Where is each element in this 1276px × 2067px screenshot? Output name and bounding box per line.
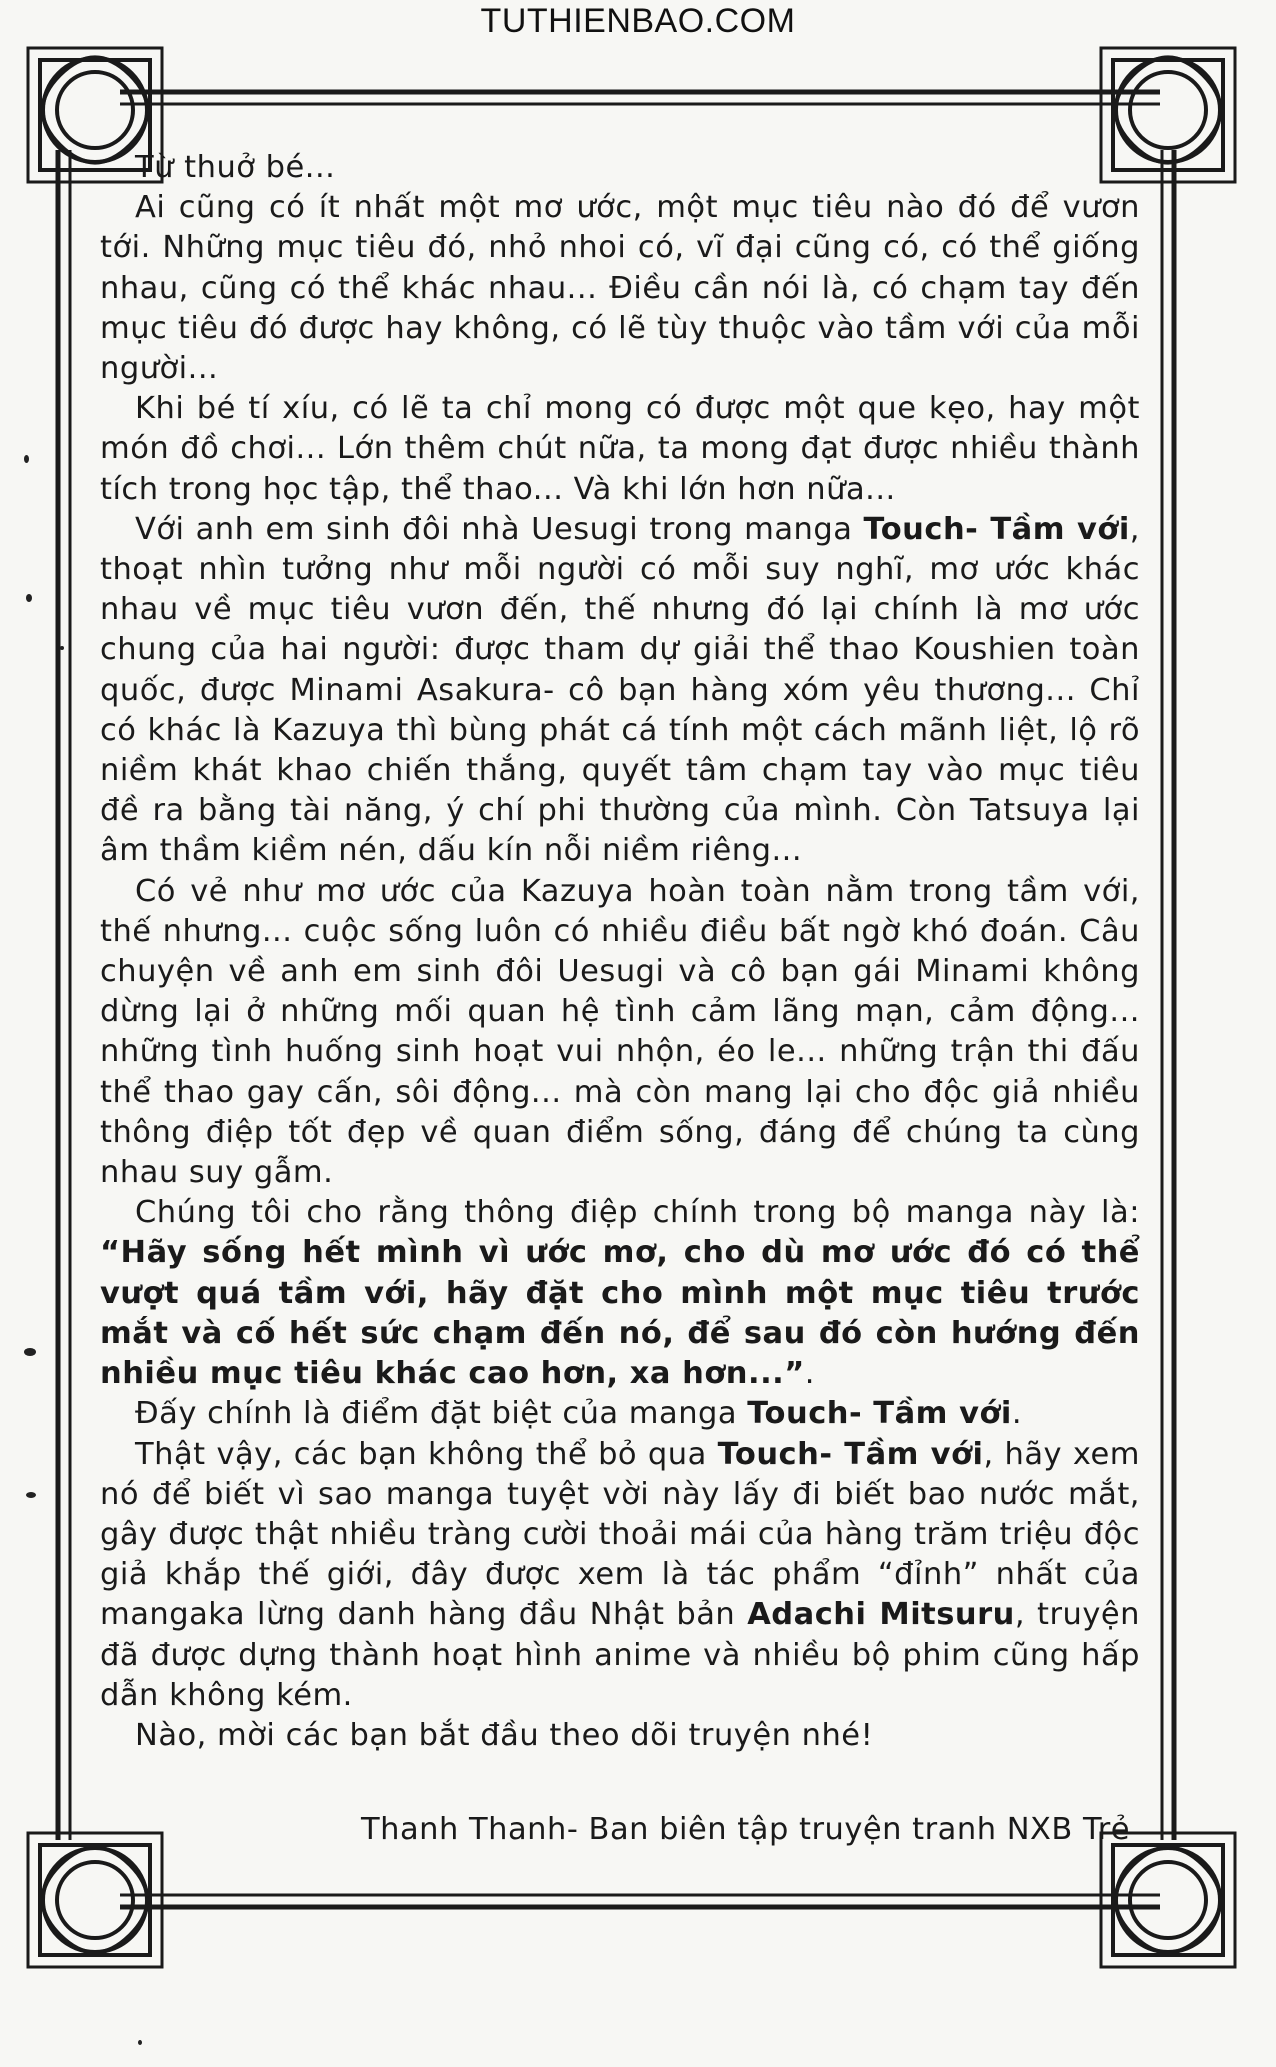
- paragraph-3: [100, 510, 1140, 872]
- corner-knot-bottom-right-icon: [1101, 1833, 1235, 1967]
- paragraph-3-text-a: Với anh em sinh đôi nhà Uesugi trong manga: [135, 511, 864, 547]
- paragraph-6-text-b: .: [1011, 1396, 1023, 1432]
- paragraph-6: [100, 1394, 1140, 1434]
- paragraph-7-text-c: , truyện đã được dựng thành hoạt hình anime và nhiều bộ phim cũng hấp dẫn không kém.: [100, 1597, 1140, 1713]
- manga-title: Touch- Tầm với: [863, 511, 1130, 547]
- scan-speck: [26, 1492, 36, 1498]
- paragraph-3-text-b: , thoạt nhìn tưởng như mỗi người có mỗi suy nghĩ, mơ ước khác nhau về mục tiêu vươn đến, thế nhưng đó lại chính là mơ ước chung của hai người: được tham dự giải thể thao Koushien toàn quốc, được Minami Asakura- cô bạn hàng xóm yêu thương... Chỉ có khác là Kazuya thì bùng phát cá tính một cách mãnh liệt, lộ rõ niềm khát khao chiến thắng, quyết tâm chạm tay vào mục tiêu đề ra bằng tài năng, ý chí phi thường của mình. Còn Tatsuya lại âm thầm kiềm nén, dấu kín nỗi niềm riêng...: [100, 511, 1140, 869]
- paragraph-8: Nào, mời các bạn bắt đầu theo dõi truyện nhé!: [135, 1717, 874, 1753]
- site-title: TUTHIENBAO.COM: [480, 2, 796, 40]
- author-name: Adachi Mitsuru: [747, 1597, 1015, 1633]
- paragraph-7-text-a: Thật vậy, các bạn không thể bỏ qua: [135, 1436, 718, 1472]
- paragraph-4: Có vẻ như mơ ước của Kazuya hoàn toàn nằm trong tầm với, thế nhưng... cuộc sống luôn có nhiều điều bất ngờ khó đoán. Câu chuyện về anh em sinh đôi Uesugi và cô bạn gái Minami không dừng lại ở những mối quan hệ tình cảm lãng mạn, cảm động... những tình huống sinh hoạt vui nhộn, éo le... những trận thi đấu thể thao gay cấn, sôi động... mà còn mang lại cho độc giả nhiều thông điệp tốt đẹp về quan điểm sống, đáng để chúng ta cùng nhau suy gẫm.: [100, 873, 1140, 1191]
- manga-title: Touch- Tầm với: [747, 1396, 1012, 1432]
- scan-speck: [60, 646, 64, 650]
- scan-speck: [26, 594, 32, 602]
- paragraph-7: [100, 1435, 1140, 1716]
- key-message-quote: “Hãy sống hết mình vì ước mơ, cho dù mơ ước đó có thể vượt quá tầm với, hãy đặt cho mình một mục tiêu trước mắt và cố hết sức chạm đến nó, để sau đó còn hướng đến nhiều mục tiêu khác cao hơn, xa hơn...”: [100, 1235, 1140, 1392]
- article-opening: Từ thuở bé...: [135, 150, 336, 185]
- paragraph-1: Ai cũng có ít nhất một mơ ước, một mục tiêu nào đó để vươn tới. Những mục tiêu đó, nhỏ nhoi có, vĩ đại cũng có, có thể giống nhau, cũng có thể khác nhau... Điều cần nói là, có chạm tay đến mục tiêu đó được hay không, có lẽ tùy thuộc vào tầm với của mỗi người...: [100, 190, 1140, 387]
- scan-speck: [24, 1348, 36, 1356]
- corner-knot-bottom-left-icon: [28, 1833, 162, 1967]
- scan-speck: [24, 455, 29, 463]
- paragraph-6-text-a: Đấy chính là điểm đặt biệt của manga: [135, 1396, 748, 1432]
- paragraph-5-text-a: Chúng tôi cho rằng thông điệp chính trong bộ manga này là:: [135, 1195, 1140, 1231]
- paragraph-2: Khi bé tí xíu, có lẽ ta chỉ mong có được một que kẹo, hay một món đồ chơi... Lớn thêm chút nữa, ta mong đạt được nhiều thành tích trong học tập, thể thao... Và khi lớn hơn nữa...: [100, 391, 1140, 507]
- signature: Thanh Thanh- Ban biên tập truyện tranh NXB Trẻ: [361, 1812, 1130, 1847]
- manga-title: Touch- Tầm với: [717, 1436, 984, 1472]
- paragraph-5: [100, 1193, 1140, 1394]
- scan-speck: [138, 2040, 142, 2045]
- paragraph-5-text-b: .: [804, 1356, 815, 1392]
- article-body: [100, 148, 1140, 1756]
- paragraph-7-text-b: , hãy xem nó để biết vì sao manga tuyệt vời này lấy đi biết bao nước mắt, gây được thật nhiều tràng cười thoải mái của hàng trăm triệu độc giả khắp thế giới, đây được xem là tác phẩm “đỉnh” nhất của mangaka lừng danh hàng đầu Nhật bản: [100, 1436, 1140, 1633]
